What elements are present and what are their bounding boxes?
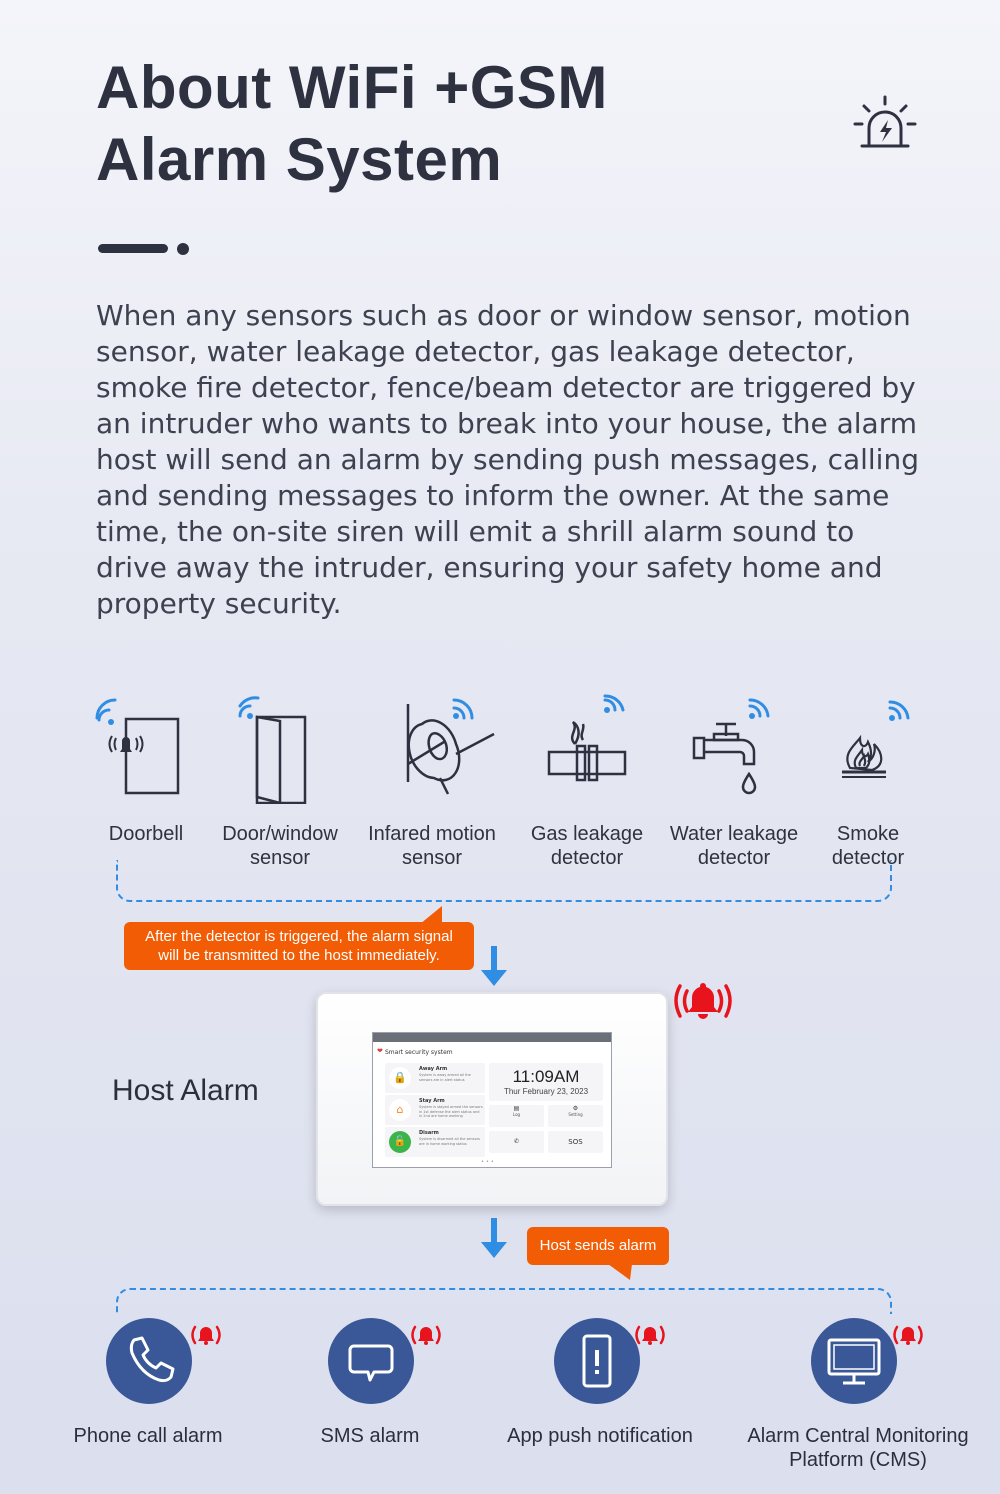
trigger-note-line-1: After the detector is triggered, the alarm signal [145, 928, 453, 945]
host-alarm-label: Host Alarm [112, 1074, 259, 1107]
phone-icon [106, 1318, 192, 1404]
tile-label: Setting [568, 1112, 583, 1117]
arrow-down-icon [479, 946, 509, 988]
sensor-label: Doorbell [108, 823, 184, 845]
gas-pipe-icon [507, 694, 667, 804]
unlock-icon: 🔓 [389, 1131, 411, 1153]
page-title [96, 52, 796, 196]
ringing-bell-icon [410, 1324, 442, 1346]
fire-icon [788, 694, 948, 804]
sensor-smoke [788, 694, 948, 869]
channel-circle [106, 1318, 192, 1404]
mode-title: Away Arm [419, 1066, 448, 1072]
smartphone-alert-icon [554, 1318, 640, 1404]
clock-panel [489, 1063, 603, 1101]
tile-label: Log [512, 1112, 521, 1117]
sensor-label-2: sensor [249, 847, 311, 869]
channel-label: SMS alarm [320, 1425, 420, 1447]
sos-label: SOS [568, 1138, 583, 1146]
device-screen [372, 1032, 612, 1168]
tile-log[interactable] [489, 1105, 544, 1127]
sensor-motion [352, 694, 512, 869]
sensor-group-bracket [116, 860, 892, 902]
ringing-bell-icon [892, 1324, 924, 1346]
mode-desc: System is stayed armed the sensors in 1st defense the alert status and in 2nd are home working [419, 1105, 483, 1118]
gear-icon: ⚙ [572, 1105, 579, 1112]
sensor-label-2: detector [550, 847, 624, 869]
sensor-label-2: detector [831, 847, 905, 869]
mode-stay-arm[interactable] [385, 1095, 485, 1125]
title-dot [177, 243, 189, 255]
channel-circle [811, 1318, 897, 1404]
channel-group-bracket [116, 1288, 892, 1314]
sensor-label: Smoke [836, 823, 900, 845]
clock-date: Thur February 23, 2023 [503, 1087, 589, 1096]
sensor-label: Gas leakage [530, 823, 644, 845]
bubble-tail [608, 1264, 634, 1282]
channel-label: App push notification [507, 1425, 693, 1447]
sensor-gas [507, 694, 667, 869]
mode-disarm[interactable] [385, 1127, 485, 1157]
tile-sos[interactable] [548, 1131, 603, 1153]
sensor-label-2: detector [697, 847, 771, 869]
channel-circle [554, 1318, 640, 1404]
sensor-label-2: sensor [401, 847, 463, 869]
sensor-label: Water leakage [669, 823, 799, 845]
page-dots: ••• [481, 1159, 496, 1165]
home-icon: ⌂ [389, 1099, 411, 1121]
arrow-down-icon [479, 1218, 509, 1260]
mode-title: Disarm [419, 1130, 439, 1136]
sensor-label: Door/window [222, 823, 338, 845]
trigger-note-line-2: will be transmitted to the host immediately. [158, 947, 440, 964]
title-underline [98, 244, 168, 253]
channel-label: Alarm Central Monitoring [747, 1425, 969, 1447]
host-sends-text: Host sends alarm [539, 1237, 657, 1254]
channel-label-2: Platform (CMS) [789, 1449, 927, 1471]
title-line-1: About WiFi +GSM [96, 54, 608, 121]
motion-sensor-icon [352, 694, 512, 804]
lock-icon: 🔒 [389, 1067, 411, 1089]
tile-call[interactable] [489, 1131, 544, 1153]
bubble-tail [420, 906, 446, 924]
screen-status-bar [373, 1033, 611, 1042]
trigger-note-bubble [124, 922, 474, 970]
mode-title: Stay Arm [419, 1098, 445, 1104]
monitor-icon [811, 1318, 897, 1404]
log-icon: ▤ [513, 1105, 520, 1112]
ringing-bell-icon [190, 1324, 222, 1346]
heart-icon: ❤ [377, 1047, 383, 1055]
sensor-door-window [200, 694, 360, 869]
channel-label: Phone call alarm [73, 1425, 223, 1447]
host-sends-bubble [527, 1227, 669, 1265]
siren-icon [852, 94, 918, 156]
alarm-bell-icon [670, 978, 736, 1026]
alarm-host-device [316, 992, 668, 1206]
ringing-bell-icon [634, 1324, 666, 1346]
screen-app-title: Smart security system [385, 1049, 453, 1056]
mode-desc: System is away armed all the sensors are in alert status [419, 1073, 471, 1082]
clock-time: 11:09AM [512, 1067, 580, 1086]
sensor-label: Infared motion [368, 823, 496, 845]
title-line-2: Alarm System [96, 126, 503, 193]
phone-icon: ✆ [513, 1138, 520, 1145]
mode-desc: System is disarmed all the sensors are in home working status [419, 1137, 480, 1146]
mode-away-arm[interactable] [385, 1063, 485, 1093]
tile-setting[interactable] [548, 1105, 603, 1127]
intro-paragraph: When any sensors such as door or window sensor, motion sensor, water leakage detector, gas leakage detector, smoke fire detector, fence/beam detector are triggered by an intruder who wants to break into your house, the alarm host will send an alarm by sending push messages, calling and sending messages to inform the owner. At the same time, the on-site siren will emit a shrill alarm sound to drive away the intruder, ensuring your safety home and property security. [96, 299, 919, 620]
chat-bubble-icon [328, 1318, 414, 1404]
door-icon [200, 694, 360, 804]
channel-circle [328, 1318, 414, 1404]
